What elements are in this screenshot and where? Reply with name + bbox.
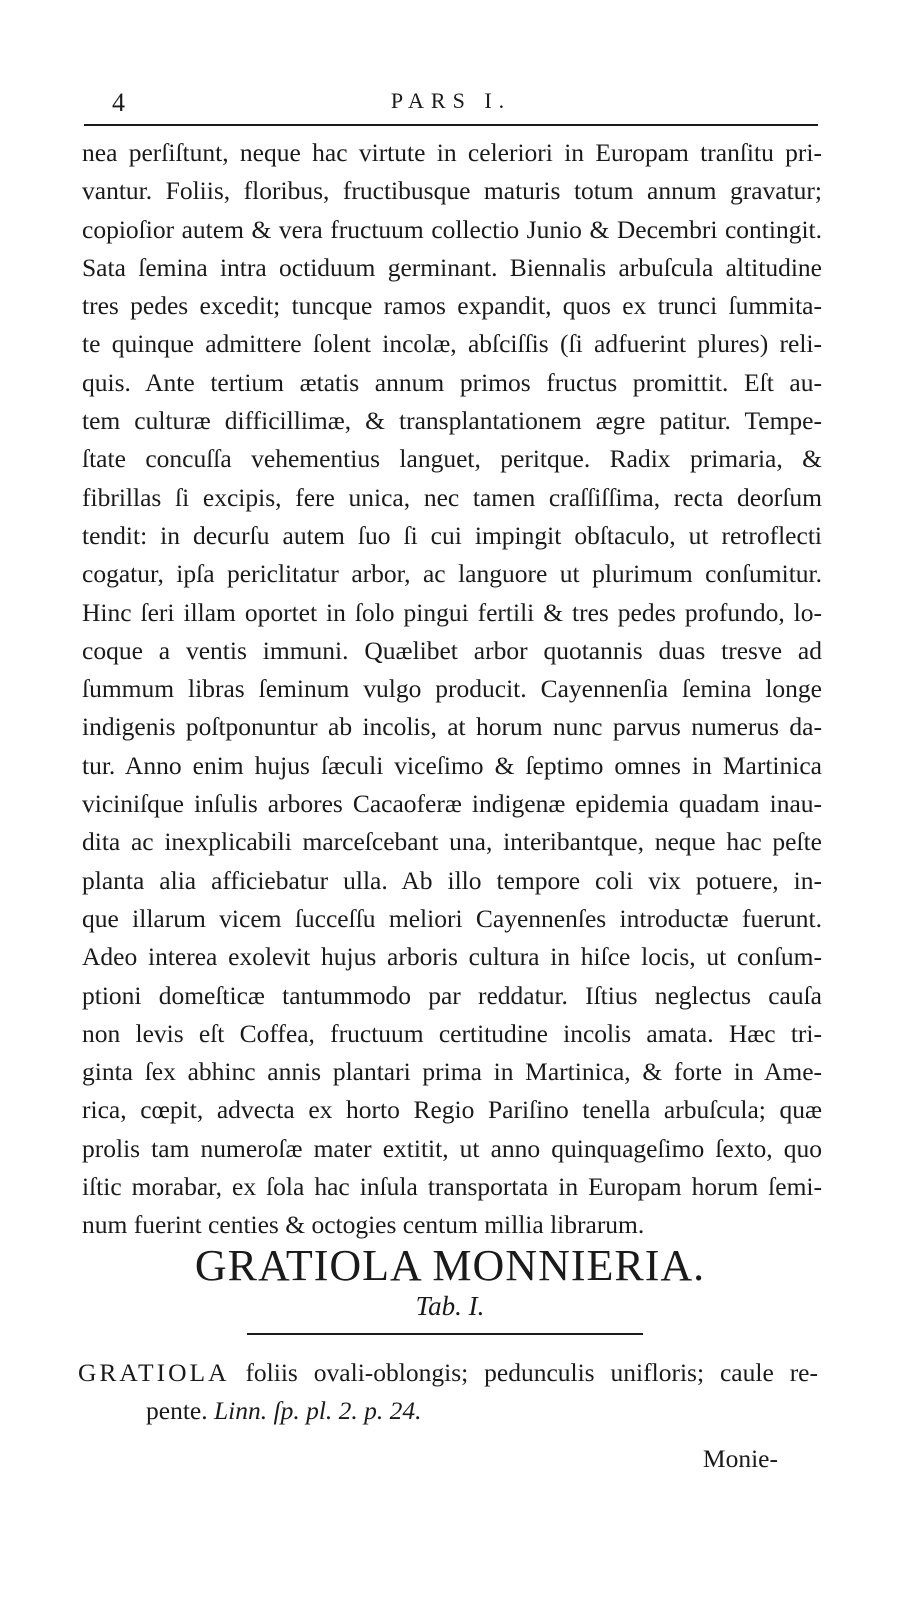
text-line: tres pedes excedit; tuncque ramos expandit, quos ex trunci ſummita-	[82, 291, 822, 321]
tab-reference: Tab. I.	[415, 1291, 485, 1321]
text-line: que illarum vicem ſucceſſu meliori Cayennenſes introductæ fuerunt.	[82, 903, 822, 933]
text-line: vantur. Foliis, floribus, fructibusque maturis totum annum gravatur;	[82, 176, 822, 206]
running-head: PARS I.	[390, 88, 512, 113]
description-text: foliis ovali-oblongis; pedunculis unifloris; caule re-	[245, 1358, 818, 1387]
description-line	[78, 1392, 818, 1430]
text-line: te quinque admittere ſolent incolæ, abſciſſis (ſi adfuerint plures) reli-	[82, 329, 822, 359]
text-line: ſtate concuſſa vehementius languet, peritque. Radix primaria, &	[82, 444, 822, 474]
text-line: rica, cœpit, advecta ex horto Regio Pariſino tenella arbuſcula; quæ	[82, 1095, 822, 1125]
text-line: ſummum libras ſeminum vulgo producit. Cayennenſia ſemina longe	[82, 674, 822, 704]
description-line	[78, 1354, 818, 1392]
description-text: pente.	[146, 1396, 208, 1425]
text-line: planta alia afficiebatur ulla. Ab illo tempore coli vix potuere, in-	[82, 865, 822, 895]
text-line: quis. Ante tertium ætatis annum primos fructus promittit. Eſt au-	[82, 367, 822, 397]
page-header	[82, 88, 820, 118]
section-title: GRATIOLA MONNIERIA.	[194, 1241, 706, 1290]
text-line: non levis eſt Coffea, fructuum certitudine incolis amata. Hæc tri-	[82, 1018, 822, 1048]
text-line: Hinc ſeri illam oportet in ſolo pingui fertili & tres pedes profundo, lo-	[82, 597, 822, 627]
text-line: cogatur, ipſa periclitatur arbor, ac languore ut plurimum conſumitur.	[82, 559, 822, 589]
text-line: tendit: in decurſu autem ſuo ſi cui impingit obſtaculo, ut retroflecti	[82, 520, 822, 550]
text-line: tem culturæ difficillimæ, & transplantationem ægre patitur. Tempe-	[82, 406, 822, 436]
text-line: Adeo interea exolevit hujus arboris cultura in hiſce locis, ut conſum-	[82, 942, 822, 972]
page-number: 4	[112, 88, 125, 117]
text-line: coque a ventis immuni. Quælibet arbor quotannis duas tresve ad	[82, 635, 822, 665]
text-line: nea perſiſtunt, neque hac virtute in celeriori in Europam tranſitu pri-	[82, 138, 822, 167]
text-line: viciniſque inſulis arbores Cacaoferæ indigenæ epidemia quadam inau-	[82, 789, 822, 819]
text-line: ptioni domeſticæ tantummodo par reddatur. Iſtius neglectus cauſa	[82, 980, 822, 1010]
text-line: tur. Anno enim hujus ſæculi viceſimo & ſeptimo omnes in Martinica	[82, 750, 822, 780]
genus-name: GRATIOLA	[78, 1358, 230, 1387]
text-line: fibrillas ſi excipis, fere unica, nec tamen craſſiſſima, recta deorſum	[82, 482, 822, 512]
text-line: prolis tam numeroſæ mater extitit, ut anno quinquageſimo ſexto, quo	[82, 1133, 822, 1163]
species-description	[78, 1354, 818, 1430]
body-text	[82, 134, 822, 1245]
text-line: num fuerint centies & octogies centum millia librarum.	[82, 1210, 645, 1240]
text-line: iſtic morabar, ex ſola hac inſula transportata in Europam horum ſemi-	[82, 1172, 822, 1202]
catchword: Monie-	[702, 1444, 778, 1473]
text-line: indigenis poſtponuntur ab incolis, at horum nunc parvus numerus da-	[82, 712, 822, 742]
text-line: ginta ſex abhinc annis plantari prima in Martinica, & forte in Ame-	[82, 1057, 822, 1087]
section-rule	[247, 1333, 643, 1335]
text-line: copioſior autem & vera fructuum collectio Junio & Decembri contingit.	[82, 214, 822, 244]
text-line: dita ac inexplicabili marceſcebant una, interibantque, neque hac peſte	[82, 827, 822, 857]
header-rule	[84, 124, 818, 126]
text-line: Sata ſemina intra octiduum germinant. Biennalis arbuſcula altitudine	[82, 252, 822, 282]
linnaeus-reference: Linn. ſp. pl. 2. p. 24.	[213, 1396, 422, 1425]
